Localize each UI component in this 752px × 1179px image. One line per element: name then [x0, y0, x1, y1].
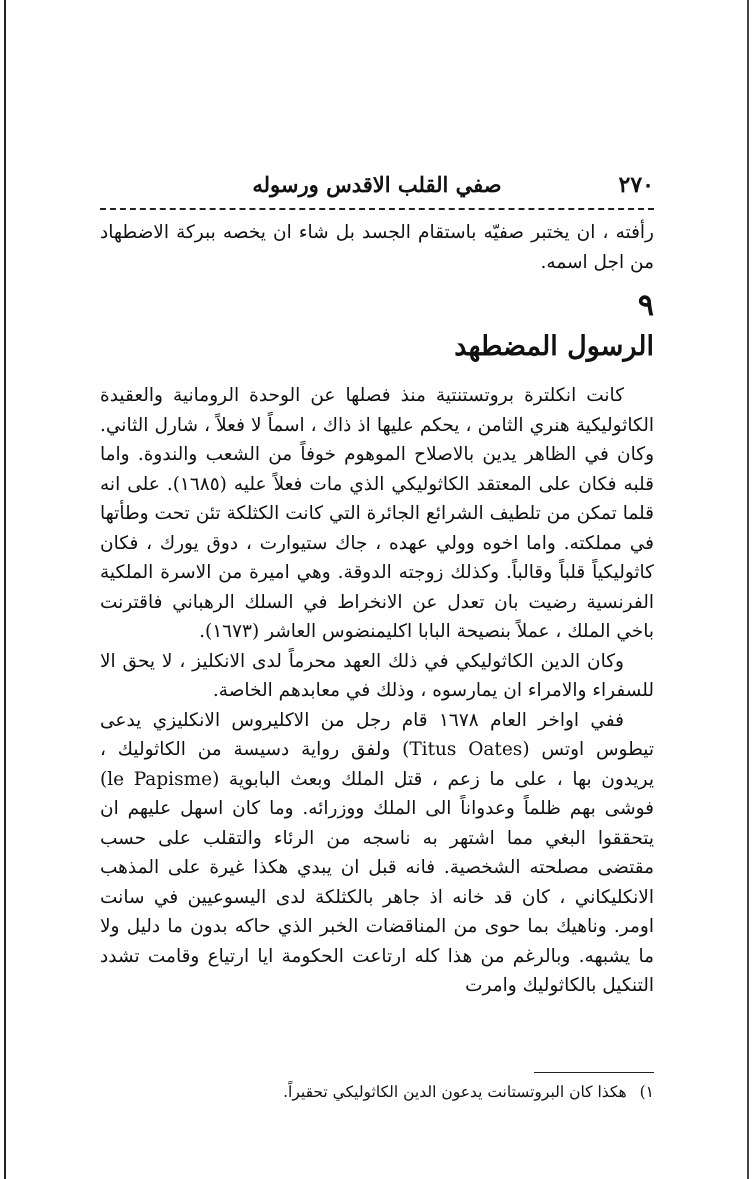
- continuation-paragraph: رأفته ، ان يختبر صفيّه باستقام الجسد بل شاء ان يخصه ببركة الاضطهاد من اجل اسمه.: [100, 222, 654, 273]
- paragraph-2: وكان الدين الكاثوليكي في ذلك العهد محرماً لدى الانكليز ، لا يحق الا للسفراء والامراء ان يمارسوه ، وذلك في معابدهم الخاصة.: [100, 650, 654, 701]
- footnote-marker: ١): [639, 1083, 654, 1101]
- running-title: صفي القلب الاقدس ورسوله: [252, 172, 502, 197]
- chapter-number: ٩: [637, 288, 654, 323]
- footnote: [100, 1080, 654, 1104]
- page-number: ٢٧٠: [618, 172, 654, 198]
- page-header: [100, 172, 654, 202]
- paragraph-1: كانت انكلترة بروتستنتية منذ فصلها عن الوحدة الرومانية والعقيدة الكاثوليكية هنري الثامن ، يحكم عليها اذ ذاك ، اسماً لا فعلاً ، شارل الثاني. وكان في الظاهر يدين بالاصلاح الموهوم خوفاً من الشعب والندوة. واما قلبه فكان على المعتقد الكاثوليكي الذي مات فعلاً عليه (١٦٨٥). على انه قلما تمكن من تلطيف الشرائع الجائرة التي كانت الكثلكة تئن تحت وطأتها في مملكته. واما اخوه وولي عهده ، جاك ستيوارت ، دوق يورك ، فكان كاثوليكياً قلباً وقالباً. وكذلك زوجته الدوقة. وهي اميرة من الاسرة الملكية الفرنسية رضيت بان تعدل عن الانخراط في السلك الرهباني فاقترنت باخي الملك ، عملاً بنصيحة البابا اكليمنضوس العاشر (١٦٧٣).: [100, 385, 654, 642]
- footnote-rule: [534, 1072, 654, 1073]
- paragraph-3: ففي اواخر العام ١٦٧٨ قام رجل من الاكليروس الانكليزي يدعى تيطوس اوتس (Titus Oates) ولفق رواية دسيسة من الكاثوليك ، يريدون بها ، على ما زعم ، قتل الملك وبعث البابوية (le Papisme) فوشى بهم ظلماً وعدواناً الى الملك ووزرائه. وما كان اسهل عليهم ان يتحققوا البغي مما اشتهر به ناسجه من الرئاء والتقلب على حسب مقتضى مصلحته الشخصية. فانه قبل ان يبدي هكذا غيرة على المذهب الانكليكاني ، كان قد خانه اذ جاهر بالكثلكة لدى اليسوعيين في سانت اومر. وناهيك بما حوى من المناقضات الخبر الذي حاكه بدون ما دليل ولا ما يشبهه. وبالرغم من هذا كله ارتاعت الحكومة ايا ارتياع وقامت تشدد التنكيل بالكاثوليك وامرت: [100, 709, 654, 996]
- main-text: [100, 218, 654, 1001]
- page-edge-right: [747, 0, 749, 1179]
- header-rule: [100, 208, 654, 210]
- chapter-title: الرسول المضطهد: [454, 331, 654, 362]
- footnote-text: هكذا كان البروتستانت يدعون الدين الكاثوليكي تحقيراً.: [283, 1083, 627, 1101]
- page-edge-left: [4, 0, 6, 1179]
